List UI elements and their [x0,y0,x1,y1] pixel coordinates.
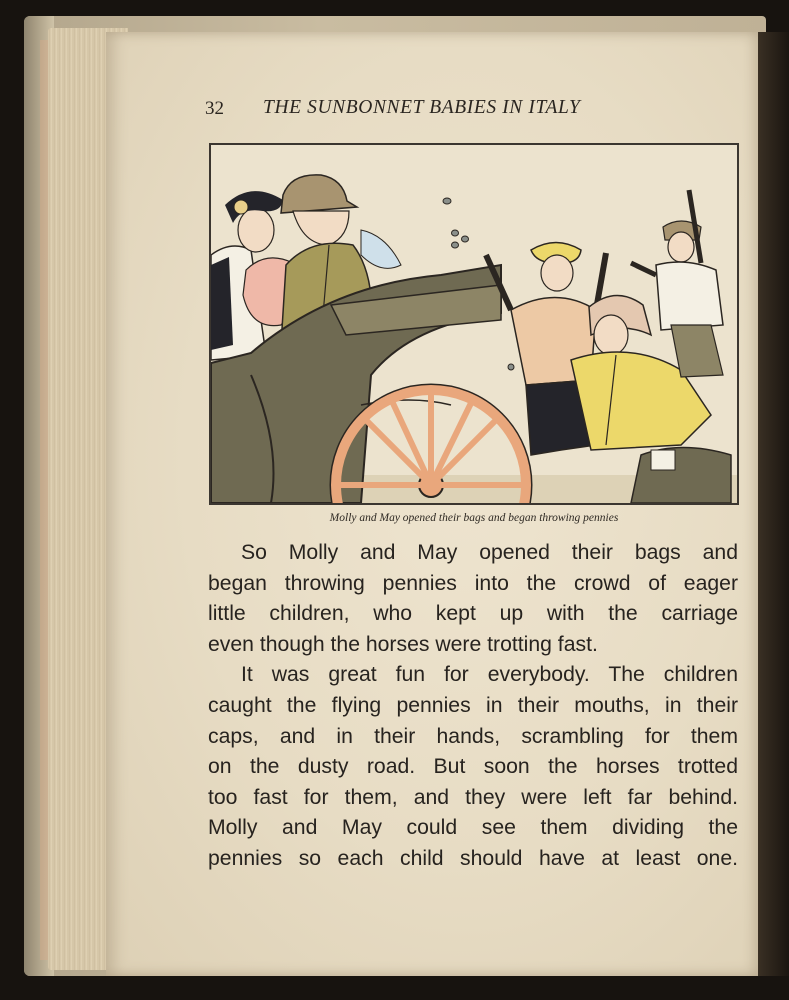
text-line: even though the horses were trotting fast. [208,632,598,656]
text-line: began throwing pennies into the crowd of eager [208,571,738,595]
paragraph-2 [208,660,738,874]
text-line: too fast for them, and they were left far behind. [208,785,738,809]
running-title: THE SUNBONNET BABIES IN ITALY [263,97,581,118]
page-header [205,94,725,128]
text-line: little children, who kept up with the carriage [208,602,738,626]
text-line: Molly and May could see them dividing the [208,816,738,840]
text-line: pennies so each child should have at least one. [208,846,738,870]
text-line: So Molly and May opened their bags and [241,541,738,564]
book-gutter [758,32,789,976]
text-line: on the dusty road. But soon the horses trotted [208,755,738,779]
text-line: It was great fun for everybody. The children [241,663,738,687]
illustration-art [211,145,737,503]
paragraph-1 [208,538,738,660]
body-text [208,538,738,875]
text-line: caps, and in their hands, scrambling for them [208,724,738,748]
illustration-caption: Molly and May opened their bags and began throwing pennies [329,512,619,524]
illustration-carriage-scene [209,143,739,505]
page-number: 32 [205,98,224,119]
text-line: caught the flying pennies in their mouths, in their [208,693,738,717]
